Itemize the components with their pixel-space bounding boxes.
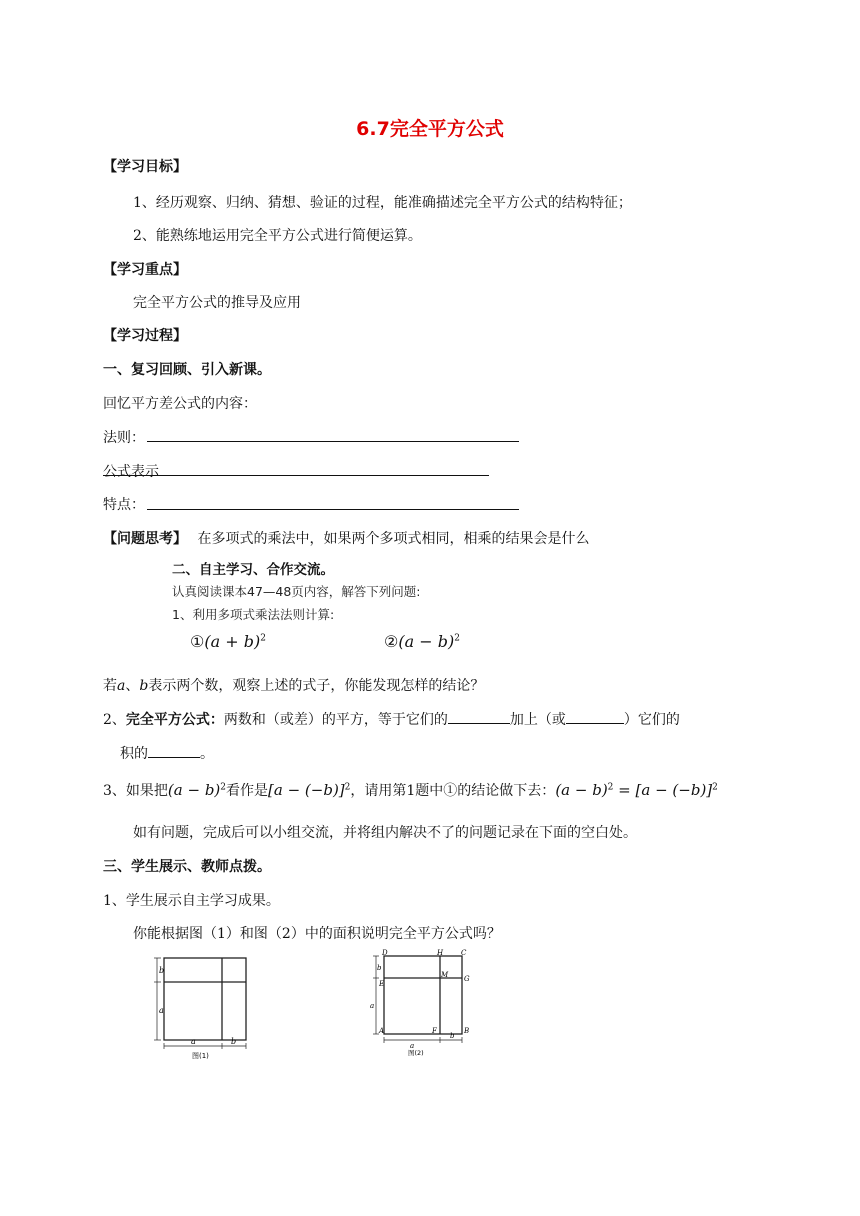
- item2-text-5: 。: [200, 746, 214, 762]
- question-text: 在多项式的乘法中，如果两个多项式相同，相乘的结果会是什么: [197, 531, 590, 547]
- item3-expr-4: [a − (−b)]: [635, 781, 713, 799]
- feature-blank[interactable]: [147, 509, 519, 510]
- section1-heading: 一、复习回顾、引入新课。: [103, 362, 271, 378]
- formula-blank[interactable]: [103, 475, 489, 476]
- item2-text-1: 两数和（或差）的平方，等于它们的: [223, 712, 448, 728]
- item2-text-4: 积的: [120, 746, 148, 762]
- item3-exp-1: 2: [220, 782, 227, 793]
- scanned-excerpt: [166, 552, 606, 662]
- expr-1-exp: 2: [260, 633, 266, 644]
- expr-2-base: (a − b): [398, 632, 455, 651]
- item2-blank-3[interactable]: [148, 744, 200, 758]
- item3-exp-4: 2: [712, 782, 718, 793]
- item3-mid-1: 看作是: [226, 783, 269, 799]
- fig2-point-C: C: [461, 949, 467, 957]
- read-instruction: 认真阅读课本47—48页内容，解答下列问题:: [172, 584, 421, 599]
- section3-item-1: 1、学生展示自主学习成果。: [103, 893, 280, 909]
- item3-expr-2: [a − (−b)]: [268, 781, 345, 799]
- item2-number: 2、: [103, 712, 126, 728]
- expr-1-base: (a + b): [204, 632, 261, 651]
- item3-line: [103, 780, 718, 800]
- item2-line: [103, 709, 680, 729]
- expr-1: [190, 632, 266, 651]
- observe-post: 表示两个数，观察上述的式子，你能发现怎样的结论？: [148, 678, 485, 694]
- page-title: 6.7完全平方公式: [356, 118, 504, 140]
- fig2-point-M: M: [441, 971, 449, 979]
- fig2-label-a-bottom: a: [410, 1042, 415, 1050]
- fig2-point-F: F: [432, 1027, 437, 1035]
- fig2-point-E: E: [379, 980, 385, 988]
- item2-line-2: [120, 743, 214, 763]
- calc-task: 1、利用多项式乘法法则计算:: [172, 607, 335, 622]
- observe-pre: 若: [103, 678, 117, 694]
- formula-label: 公式表示: [103, 464, 159, 480]
- feature-label: 特点：: [103, 497, 145, 513]
- fig2-point-H: H: [437, 949, 444, 957]
- var-b: b: [139, 678, 149, 694]
- goal-item-1: 1、经历观察、归纳、猜想、验证的过程，能准确描述完全平方公式的结构特征；: [133, 195, 632, 211]
- item2-blank-2[interactable]: [566, 710, 624, 724]
- figure-1: [150, 952, 260, 1062]
- expr-2-number: ②: [384, 632, 399, 651]
- rule-label: 法则：: [103, 430, 145, 446]
- rule-blank[interactable]: [147, 441, 519, 442]
- fig2-label-a-left: a: [370, 1002, 375, 1010]
- item3-expr-3: (a − b): [555, 781, 608, 799]
- fig1-label-a-left: a: [159, 1006, 164, 1015]
- focus-heading: 【学习重点】: [103, 262, 187, 278]
- item2-label: 完全平方公式：: [125, 712, 224, 728]
- focus-text: 完全平方公式的推导及应用: [133, 295, 301, 311]
- expr-1-number: ①: [190, 632, 205, 651]
- fig2-point-B: B: [464, 1027, 470, 1035]
- question-line: [103, 528, 589, 548]
- item2-blank-1[interactable]: [448, 710, 510, 724]
- fig1-label-a-bottom: a: [191, 1037, 196, 1046]
- item3-expr-1: (a − b): [167, 781, 221, 799]
- fig2-caption: 图(2): [408, 1049, 424, 1057]
- fig2-point-D: D: [382, 949, 388, 957]
- item2-text-2: 加上（或: [509, 712, 566, 728]
- observe-line: [103, 675, 484, 695]
- recall-text: 回忆平方差公式的内容：: [103, 396, 257, 412]
- expr-2-exp: 2: [454, 633, 460, 644]
- note-text: 如有问题，完成后可以小组交流，并将组内解决不了的问题记录在下面的空白处。: [133, 825, 637, 841]
- fig2-point-G: G: [464, 975, 470, 983]
- fig1-label-b-left: b: [159, 966, 165, 975]
- question-label: 【问题思考】: [103, 531, 187, 547]
- figure-2: [364, 946, 484, 1058]
- item2-text-3: ）它们的: [623, 712, 680, 728]
- item3-pre: 3、如果把: [103, 783, 168, 799]
- item3-equals: =: [613, 781, 636, 799]
- fig2-point-A: A: [379, 1027, 385, 1035]
- expr-2: [384, 632, 460, 651]
- var-a: a: [117, 678, 126, 694]
- goal-item-2: 2、能熟练地运用完全平方公式进行简便运算。: [133, 228, 422, 244]
- item3-exp-2: 2: [344, 782, 351, 793]
- fig2-label-b-bottom: b: [450, 1032, 455, 1040]
- observe-sep: 、: [125, 678, 140, 694]
- fig2-label-b-left: b: [377, 964, 382, 972]
- fig1-caption: 图(1): [192, 1052, 209, 1060]
- fig1-label-b-bottom: b: [231, 1037, 237, 1046]
- process-heading: 【学习过程】: [103, 328, 187, 344]
- section3-heading: 三、学生展示、教师点拨。: [103, 859, 271, 875]
- item3-mid-2: ，请用第1题中①的结论做下去：: [350, 783, 556, 799]
- section2-heading: 二、自主学习、合作交流。: [172, 562, 334, 578]
- goals-heading: 【学习目标】: [103, 159, 187, 175]
- figure-question: 你能根据图（1）和图（2）中的面积说明完全平方公式吗？: [133, 926, 501, 942]
- item3-exp-3: 2: [607, 782, 614, 793]
